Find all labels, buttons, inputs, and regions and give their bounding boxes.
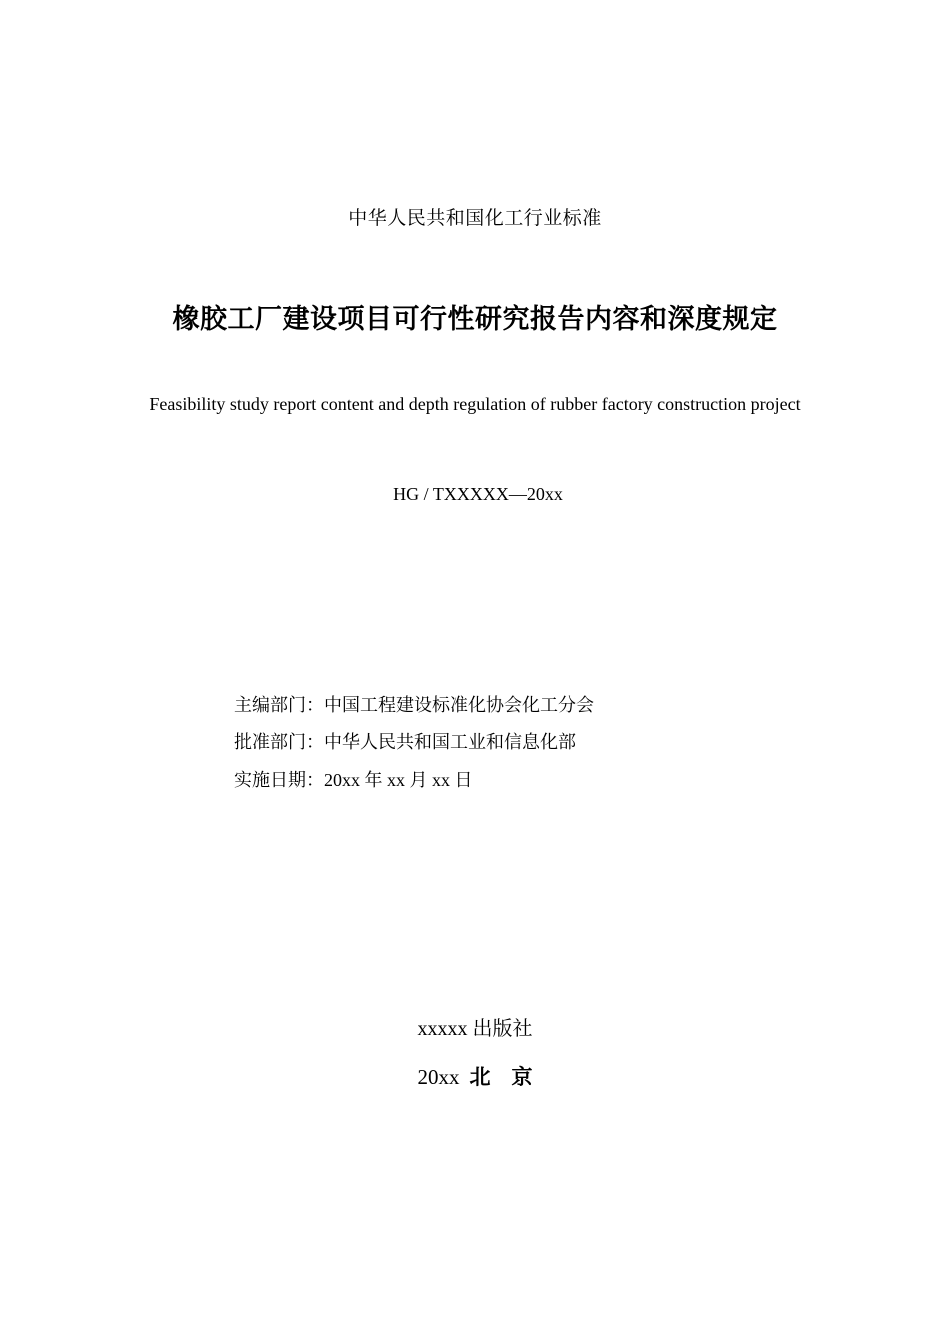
editor-dept-label: 主编部门： xyxy=(234,695,324,716)
publication-place-year xyxy=(0,1061,950,1091)
effective-date-label: 实施日期： xyxy=(234,770,324,791)
publication-city: 北 京 xyxy=(469,1065,533,1089)
editor-dept-value: 中国工程建设标准化协会化工分会 xyxy=(324,695,594,716)
effective-date-row xyxy=(234,768,594,805)
effective-date-value: 20xx 年 xx 月 xx 日 xyxy=(324,770,473,790)
issuing-info xyxy=(234,694,594,805)
publisher: xxxxx 出版社 xyxy=(417,1018,533,1040)
approval-dept-value: 中华人民共和国工业和信息化部 xyxy=(324,732,576,753)
industry-standard-header: 中华人民共和国化工行业标准 xyxy=(348,207,602,229)
publication-year: 20xx xyxy=(417,1065,460,1089)
document-title: 橡胶工厂建设项目可行性研究报告内容和深度规定 xyxy=(172,304,778,335)
editor-dept-row xyxy=(234,694,594,731)
approval-dept-row xyxy=(234,731,594,768)
approval-dept-label: 批准部门： xyxy=(234,732,324,753)
english-title: Feasibility study report content and depth regulation of rubber factory construction project xyxy=(149,394,801,414)
standard-code: HG / TXXXXX—20xx xyxy=(393,484,563,504)
